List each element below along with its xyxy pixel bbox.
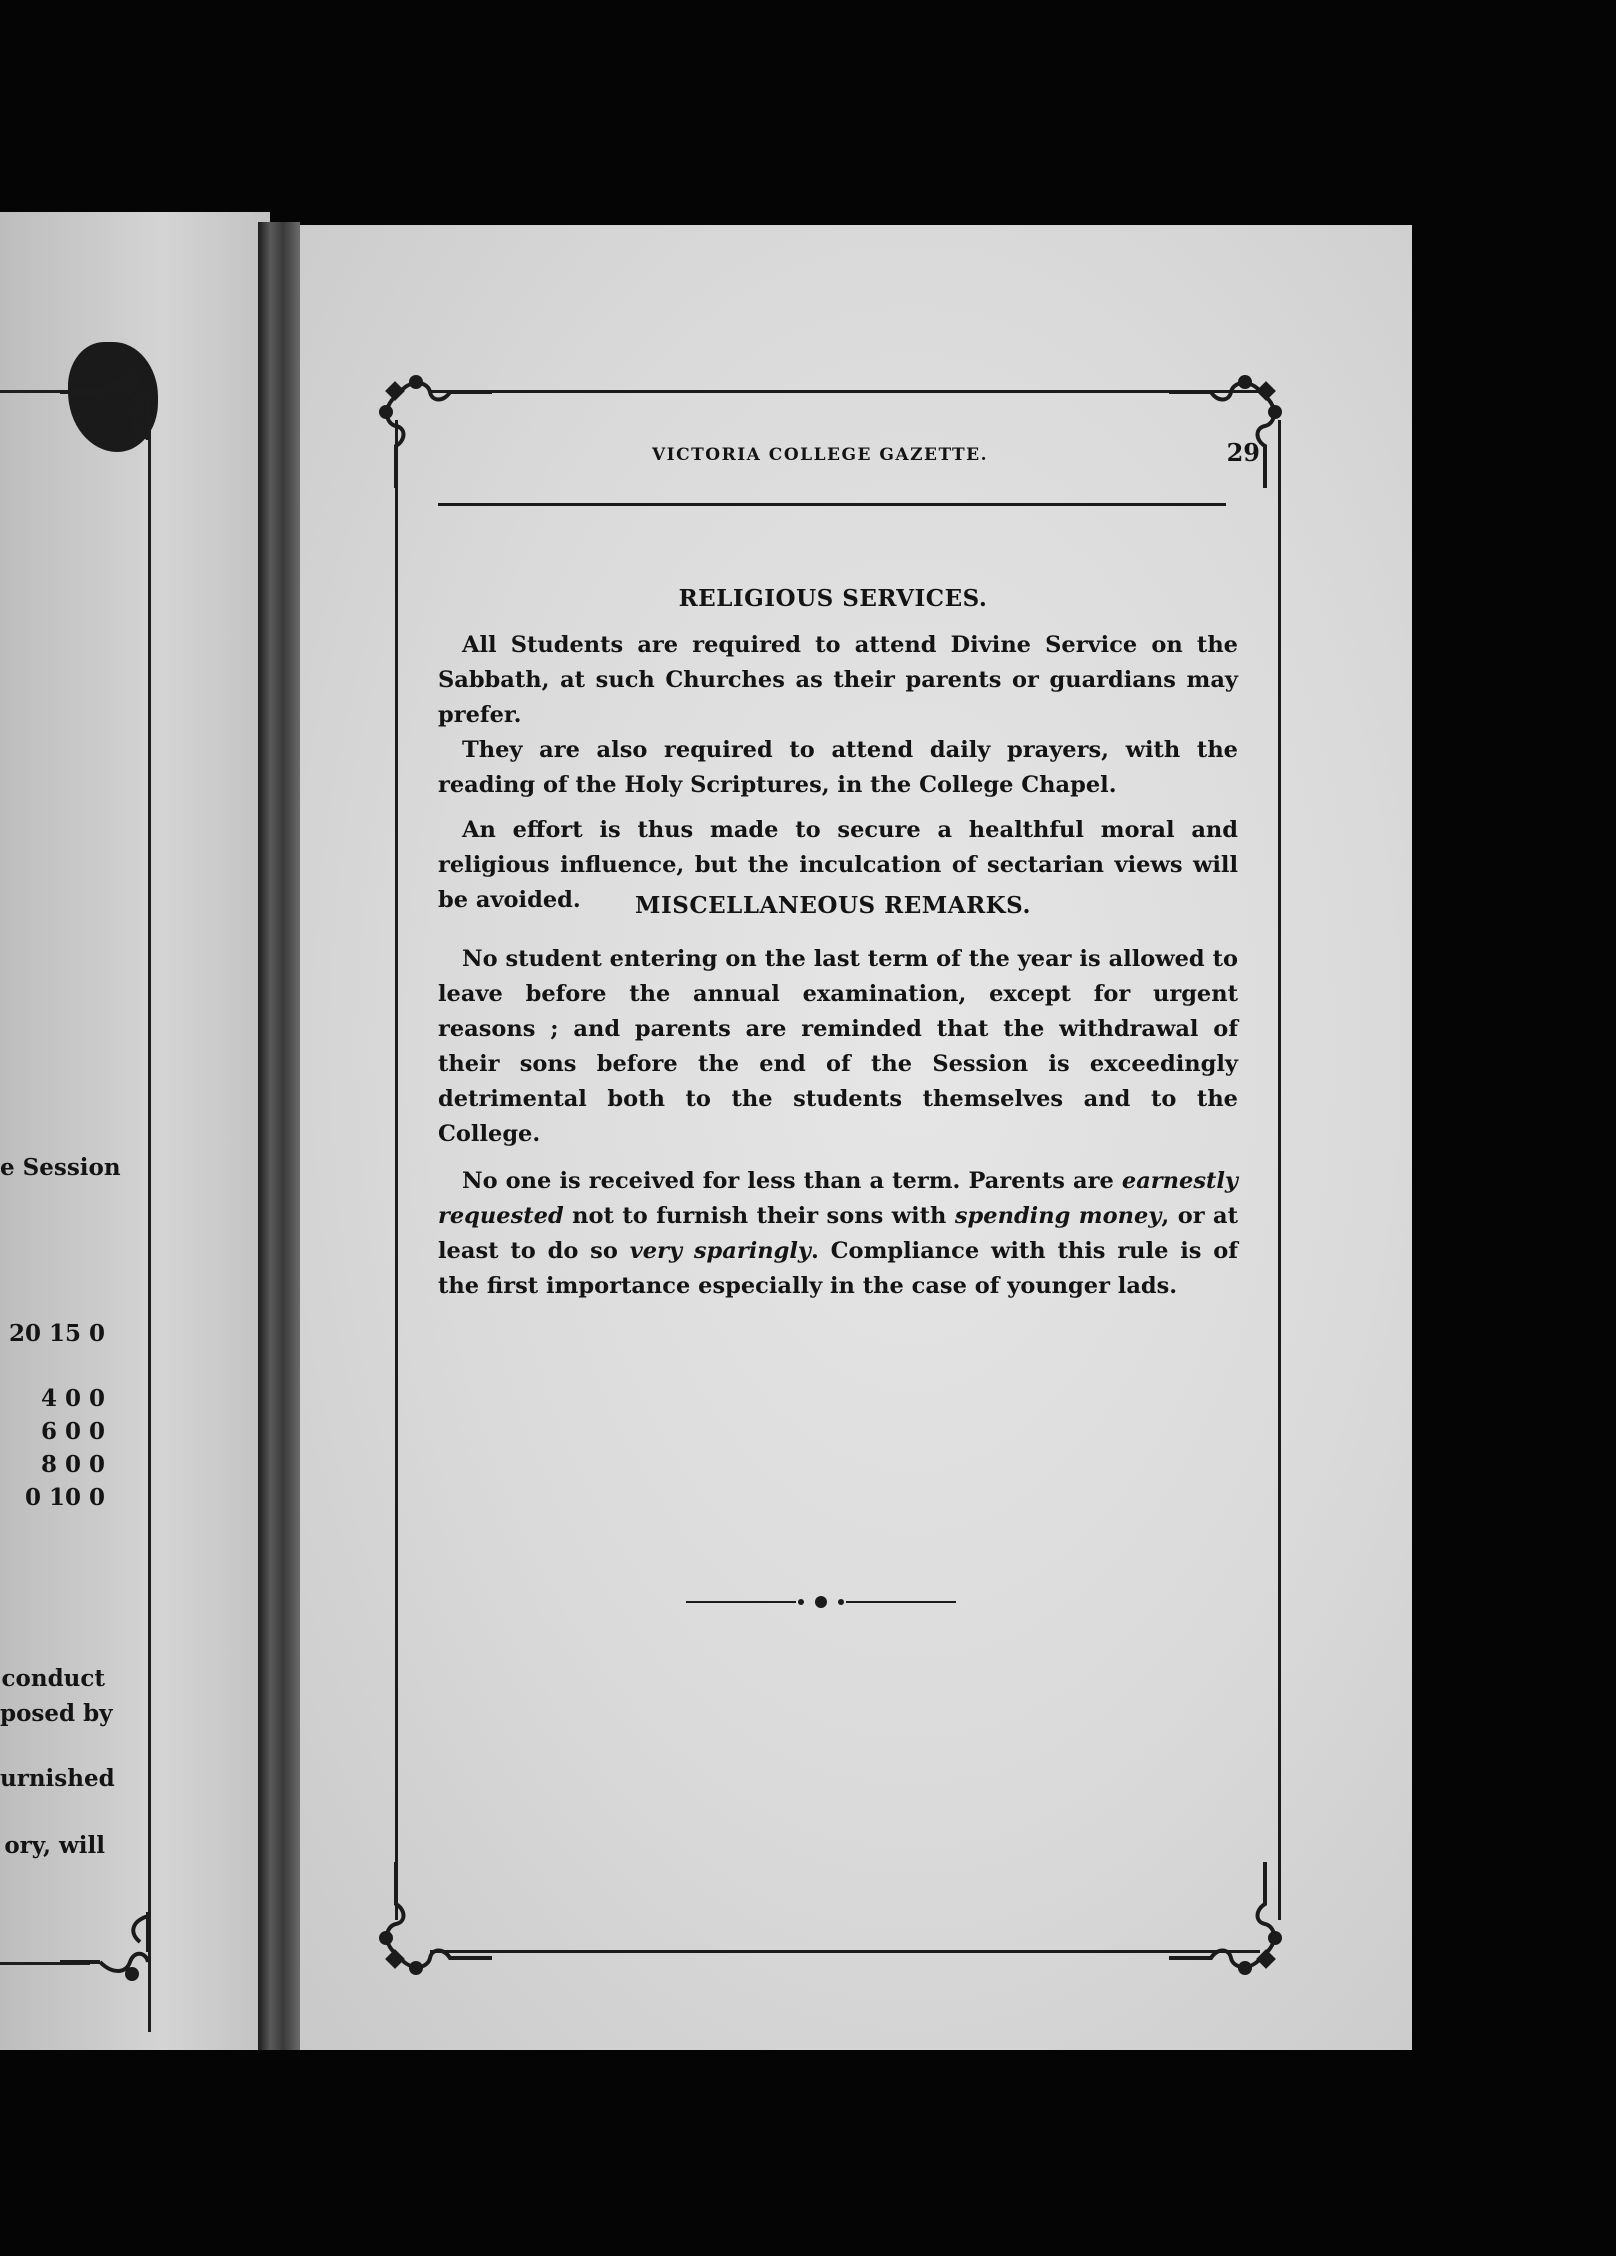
left-page-border-right	[148, 412, 151, 2032]
page-frame-right	[1278, 420, 1281, 1920]
left-fragment-text: conduct	[1, 1665, 105, 1692]
left-fee-row: 8 0 0	[40, 1451, 105, 1478]
left-fee-row: 4 0 0	[40, 1385, 105, 1412]
text-run: . Compliance with this rule is of the first importance especially in the case of younger lads.	[438, 1238, 1238, 1299]
page-frame-left	[395, 420, 398, 1920]
ornament-corner-icon	[372, 368, 492, 488]
tail-ornament-icon	[686, 1592, 956, 1612]
ornament-corner-icon	[1169, 368, 1289, 488]
paragraph: All Students are required to attend Divine Service on the Sabbath, at such Churches as their parents or guardians may prefer.	[438, 632, 1238, 728]
paragraph: No student entering on the last term of the year is allowed to leave before the annual examination, except for urgent reasons ; and parents are reminded that the withdrawal of their sons before the end of the Session is exceedingly detrimental both to the students themselves and to the College.	[438, 946, 1238, 1147]
text-run: not to furnish their sons with	[563, 1203, 955, 1229]
emphasis: spending money	[954, 1203, 1162, 1229]
page-number: 29	[1226, 438, 1260, 467]
paragraph: An effort is thus made to secure a healthful moral and religious influence, but the inculcation of sectarian views will be avoided.	[438, 817, 1238, 913]
ornament-corner-icon	[60, 352, 150, 442]
ornament-corner-icon	[60, 1912, 150, 2002]
left-fragment-text: ory, will	[4, 1832, 105, 1859]
section-title-religious-services: RELIGIOUS SERVICES.	[678, 585, 988, 612]
ornament-corner-icon	[372, 1862, 492, 1982]
page-frame-top	[430, 390, 1260, 393]
left-fee-row: 20 15 0	[8, 1320, 105, 1347]
left-fragment-text: posed by	[0, 1700, 113, 1727]
ornament-corner-icon	[1169, 1862, 1289, 1982]
section-title-miscellaneous-remarks: MISCELLANEOUS REMARKS.	[635, 892, 1031, 919]
previous-page-fragment	[0, 212, 270, 2050]
paragraph	[438, 1164, 1238, 1304]
left-fragment-text: urnished	[0, 1765, 115, 1792]
header-rule	[438, 503, 1226, 506]
running-head: VICTORIA COLLEGE GAZETTE.	[651, 445, 989, 465]
emphasis: earnestly requested	[438, 1168, 1238, 1229]
section-body-miscellaneous-remarks	[438, 942, 1238, 1304]
left-fee-row: 6 0 0	[40, 1418, 105, 1445]
text-run: , or at least to do so	[438, 1203, 1239, 1264]
text-run: No one is received for less than a term. Parents are	[462, 1168, 1122, 1194]
left-fee-row: 0 10 0	[24, 1484, 105, 1511]
section-body-religious-services	[438, 628, 1238, 918]
book-spine-gutter	[258, 222, 300, 2050]
left-fragment-session: e Session	[0, 1154, 121, 1181]
paragraph: They are also required to attend daily prayers, with the reading of the Holy Scriptures, in the College Chapel.	[438, 737, 1238, 798]
page-frame-bottom	[430, 1950, 1260, 1953]
emphasis: very sparingly	[629, 1238, 811, 1264]
